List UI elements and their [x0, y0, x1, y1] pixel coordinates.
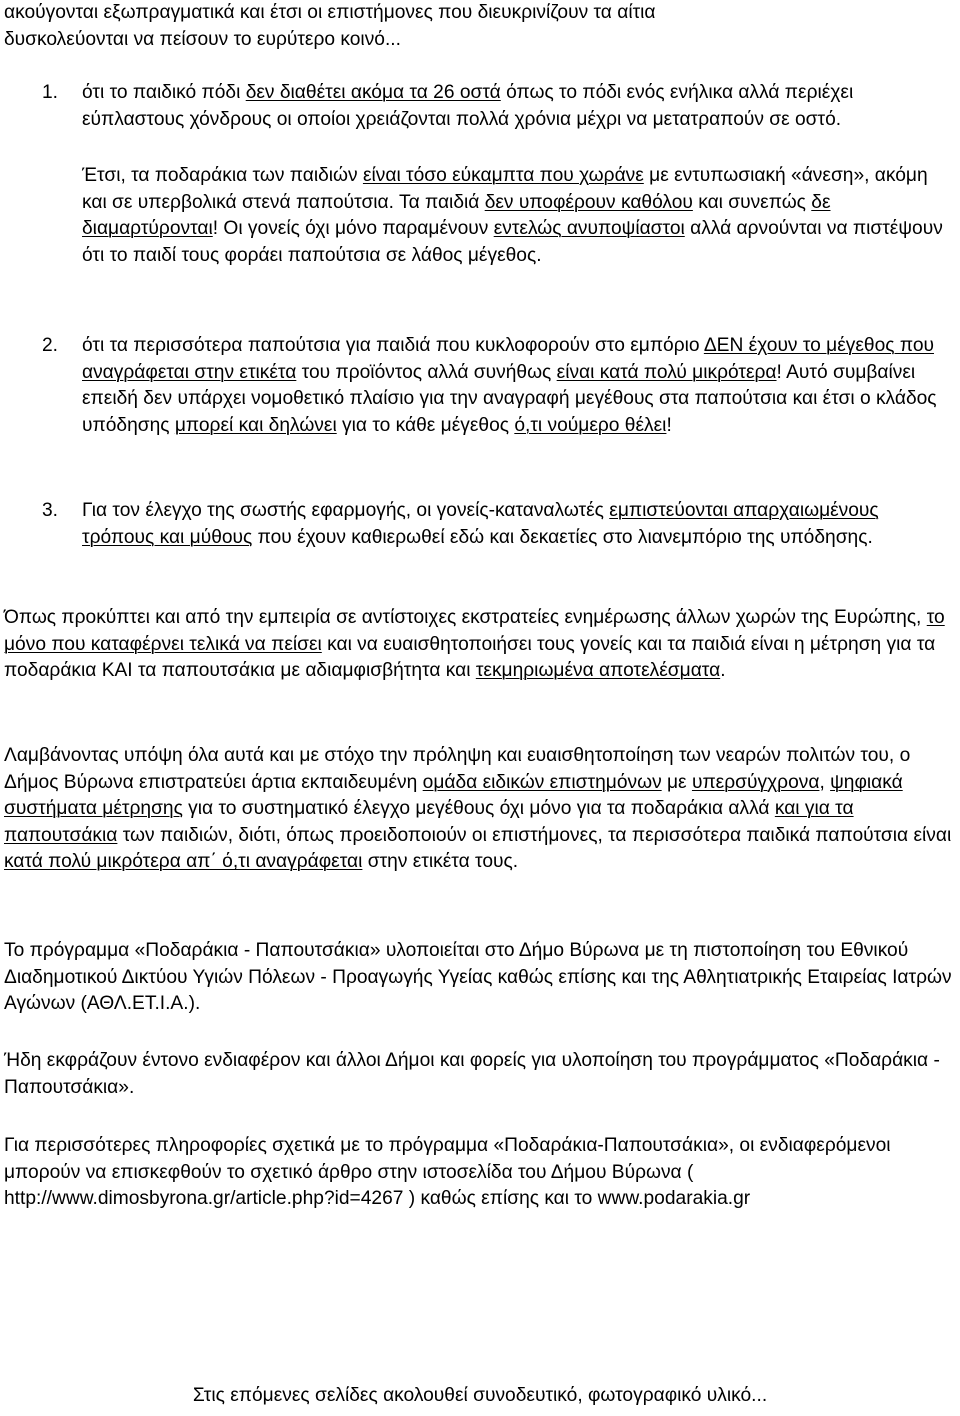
- underlined-text: τεκμηριωμένα αποτελέσματα: [475, 660, 721, 681]
- underlined-text: ό,τι νούμερο θέλει: [514, 414, 667, 436]
- list-number-1: 1.: [42, 82, 59, 103]
- text-run: και να ευαισθητοποιήσει τους γονείς και τα παιδιά είναι η μέτρηση για τα ποδαράκια ΚΑΙ τα παπουτσάκια με αδιαμφισβήτητα και: [4, 633, 936, 681]
- item1-paragraph-1: [82, 80, 952, 133]
- underlined-text: μπορεί και δηλώνει: [174, 414, 337, 436]
- text-run: των παιδιών, διότι, όπως προειδοποιούν οι επιστήμονες, τα περισσότερα παιδικά παπούτσια είναι: [117, 824, 952, 846]
- paragraph-program: Το πρόγραμμα «Ποδαράκια - Παπουτσάκια» υλοποιείται στο Δήμο Βύρωνα με τη πιστοποίηση του Εθνικού Διαδημοτικού Δικτύου Υγιών Πόλεων - Προαγωγής Υγείας καθώς επίσης και της Αθλητιατρικής Εταιρείας Ιατρών Αγώνων (ΑΘΛ.ΕΤ.Ι.Α.).: [4, 940, 952, 1014]
- intro-line-2: δυσκολεύονται να πείσουν το ευρύτερο κοινό...: [4, 28, 401, 50]
- paragraph-interest: Ήδη εκφράζουν έντονο ενδιαφέρον και άλλοι Δήμοι και φορείς για υλοποίηση του προγράμματος «Ποδαράκια - Παπουτσάκια».: [4, 1050, 940, 1098]
- underlined-text: δε διαμαρτύρονται: [82, 191, 831, 239]
- text-run: Έτσι, τα ποδαράκια των παιδιών: [82, 165, 363, 186]
- paragraph-municipality: [4, 743, 954, 876]
- text-run: αλλά αρνούνται να πιστέψουν ότι το παιδί τους φοράει παπούτσια σε λάθος μέγεθος.: [82, 218, 943, 266]
- text-run: .: [720, 660, 726, 681]
- text-run: ! Οι γονείς όχι μόνο παραμένουν: [212, 218, 494, 239]
- paragraph-more-info: Για περισσότερες πληροφορίες σχετικά με το πρόγραμμα «Ποδαράκια-Παπουτσάκια», οι ενδιαφερόμενοι μπορούν να επισκεφθούν το σχετικό άρθρο στην ιστοσελίδα του Δήμου Βύρωνα ( http://www.dimosbyrona.gr/article.php?id=4267 ) καθώς επίσης και το www.podarakia.gr: [4, 1135, 891, 1209]
- footer-note: Στις επόμενες σελίδες ακολουθεί συνοδευτικό, φωτογραφικό υλικό...: [192, 1385, 768, 1406]
- item2-paragraph: [82, 333, 952, 439]
- text-run: Όπως προκύπτει και από την εμπειρία σε αντίστοιχες εκστρατείες ενημέρωσης άλλων χωρών της Ευρώπης,: [4, 607, 927, 628]
- underlined-text: εντελώς ανυποψίαστοι: [493, 218, 685, 239]
- underlined-text: δεν υποφέρουν καθόλου: [484, 191, 693, 213]
- underlined-text: είναι τόσο εύκαμπτα που χωράνε: [362, 165, 644, 186]
- item1-paragraph-2: [82, 163, 952, 269]
- paragraph-experience: [4, 605, 954, 685]
- underlined-text: το μόνο που καταφέρνει τελικά να πείσει: [4, 607, 945, 655]
- text-run: και συνεπώς: [692, 191, 812, 213]
- text-run: για το συστηματικό έλεγχο μεγέθους όχι μόνο για τα ποδαράκια αλλά: [182, 798, 775, 819]
- list-number-3: 3.: [42, 500, 59, 521]
- intro-line-1: ακούγονται εξωπραγματικά και έτσι οι επιστήμονες που διευκρινίζουν τα αίτια: [4, 2, 656, 23]
- text-run: που έχουν καθιερωθεί εδώ και δεκαετίες στο λιανεμπόριο της υπόδησης.: [252, 526, 873, 548]
- underlined-text: υπερσύγχρονα: [691, 771, 820, 793]
- underlined-text: εμπιστεύονται απαρχαιωμένους τρόπους και μύθους: [82, 500, 879, 548]
- text-run: στην ετικέτα τους.: [362, 851, 519, 872]
- text-run: Για τον έλεγχο της σωστής εφαρμογής, οι γονείς-καταναλωτές: [82, 500, 610, 521]
- text-run: για το κάθε μέγεθος: [336, 414, 515, 436]
- text-run: με: [661, 771, 692, 793]
- underlined-text: ΔΕΝ έχουν το μέγεθος που αναγράφεται στην ετικέτα: [82, 335, 934, 383]
- text-run: όπως το πόδι ενός ενήλικα αλλά περιέχει εύπλαστους χόνδρους οι οποίοι χρειάζονται πολλά χρόνια μέχρι να μετατραπούν σε οστό.: [82, 82, 854, 130]
- text-run: ! Αυτό συμβαίνει επειδή δεν υπάρχει νομοθετικό πλαίσιο για την αναγραφή μεγέθους στα παπούτσια και έτσι ο κλάδος υπόδησης: [82, 361, 937, 436]
- text-run: ,: [819, 771, 831, 793]
- list-number-2: 2.: [42, 335, 59, 356]
- text-run: ότι το παιδικό πόδι: [82, 82, 246, 103]
- underlined-text: δεν διαθέτει ακόμα τα 26 οστά: [245, 82, 501, 103]
- underlined-text: ομάδα ειδικών επιστημόνων: [422, 771, 662, 793]
- underlined-text: και για τα παπουτσάκια: [4, 798, 854, 846]
- text-run: με εντυπωσιακή «άνεση», ακόμη και σε υπερβολικά στενά παπούτσια. Τα παιδιά: [82, 165, 928, 213]
- underlined-text: ψηφιακά συστήματα μέτρησης: [4, 771, 903, 819]
- text-run: του προϊόντος αλλά συνήθως: [296, 361, 557, 383]
- underlined-text: είναι κατά πολύ μικρότερα: [556, 361, 777, 383]
- text-run: !: [666, 414, 672, 436]
- item3-paragraph: [82, 498, 952, 551]
- intro-paragraph: [4, 0, 954, 53]
- underlined-text: κατά πολύ μικρότερα απ΄ ό,τι αναγράφεται: [4, 851, 363, 872]
- text-run: Λαμβάνοντας υπόψη όλα αυτά και με στόχο την πρόληψη και ευαισθητοποίηση των νεαρών πολιτών του, ο Δήμος Βύρωνα επιστρατεύει άρτια εκπαιδευμένη: [4, 745, 911, 793]
- text-run: ότι τα περισσότερα παπούτσια για παιδιά που κυκλοφορούν στο εμπόριο: [82, 335, 704, 356]
